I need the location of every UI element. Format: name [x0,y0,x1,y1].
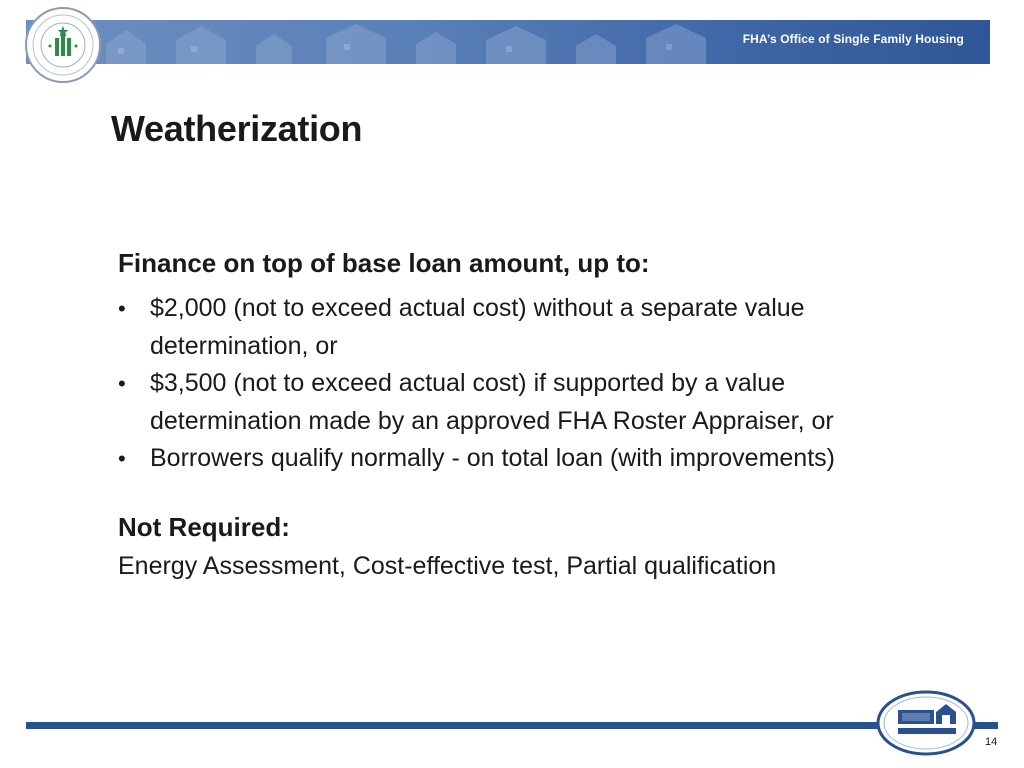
page-number: 14 [985,736,998,748]
bullet-text: $2,000 (not to exceed actual cost) without a separate value determination, or [150,294,805,360]
bullet-list [118,290,918,478]
banner-title: FHA’s Office of Single Family Housing [742,32,964,46]
hud-seal-icon [24,6,102,84]
header-banner [26,20,990,64]
list-item [118,290,910,365]
bullet-icon: • [118,296,126,321]
list-item [118,365,910,440]
section-heading-not-required: Not Required: [118,511,290,542]
bullet-text: Borrowers qualify normally - on total loan (with improvements) [150,444,835,472]
bullet-text: $3,500 (not to exceed actual cost) if supported by a value determination made by an approved FHA Roster Appraiser, or [150,369,834,435]
bullet-icon: • [118,446,126,471]
list-item [118,440,910,478]
fha-homeownership-logo-icon [876,690,976,756]
section-heading-finance: Finance on top of base loan amount, up to: [118,248,650,278]
page-title: Weatherization [111,108,363,149]
content-area [118,244,918,586]
not-required-text: Energy Assessment, Cost-effective test, Partial qualification [118,551,777,580]
footer-bar [26,722,998,729]
bullet-icon: • [118,371,126,396]
